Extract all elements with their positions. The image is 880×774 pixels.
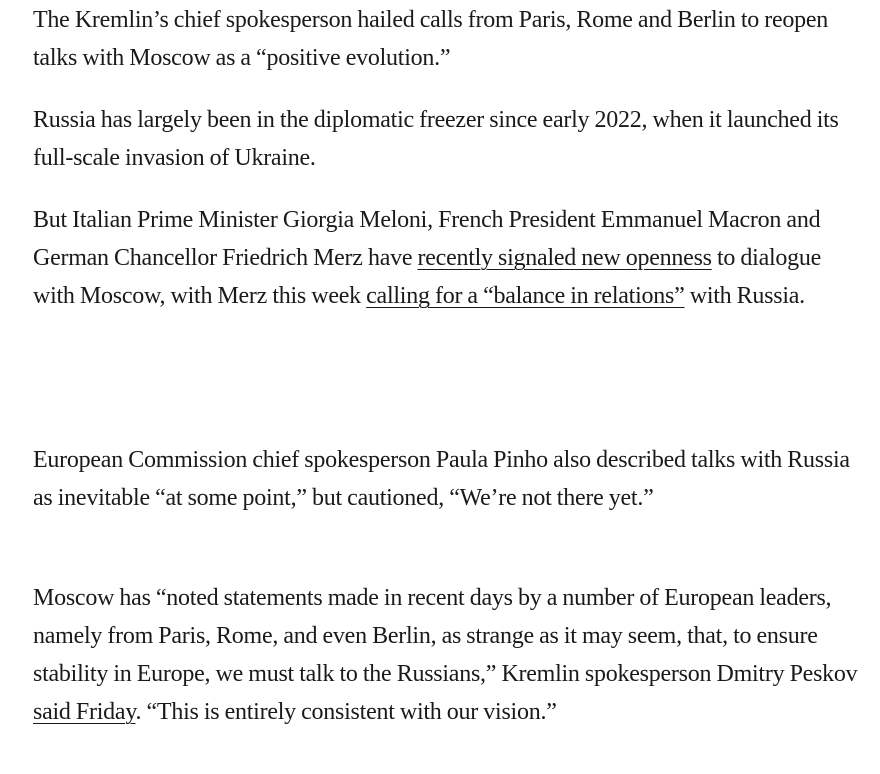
- paragraph-kremlin-spokesperson: [33, 1, 863, 77]
- paragraph-text: The Kremlin’s chief spokesperson hailed calls from Paris, Rome and Berlin to reopen talks with Moscow as a “positive evolution.”: [33, 7, 829, 71]
- paragraph-moscow-noted-statements: [33, 579, 863, 731]
- link-recently-signaled-new-openness[interactable]: recently signaled new openness: [417, 245, 712, 271]
- paragraph-text: . “This is entirely consistent with our vision.”: [135, 699, 557, 725]
- paragraph-european-leaders: [33, 201, 863, 315]
- paragraph-text: Russia has largely been in the diplomatic freezer since early 2022, when it launched its full-scale invasion of Ukraine.: [33, 107, 839, 171]
- link-said-friday[interactable]: said Friday: [33, 699, 136, 725]
- paragraph-text: But Italian Prime Minister Giorgia Meloni, French President Emmanuel Macron and German Chancellor Friedrich Merz have: [33, 207, 821, 271]
- paragraph-european-commission: [33, 441, 863, 517]
- link-balance-in-relations[interactable]: calling for a “balance in relations”: [366, 283, 685, 309]
- paragraph-text: with Russia.: [684, 283, 805, 309]
- paragraph-text: European Commission chief spokesperson Paula Pinho also described talks with Russia as inevitable “at some point,” but cautioned, “We’re not there yet.”: [33, 447, 850, 511]
- paragraph-text: Moscow has “noted statements made in recent days by a number of European leaders, namely from Paris, Rome, and even Berlin, as strange as it may seem, that, to ensure stability in Europe, we must talk to the Russians,” Kremlin spokesperson Dmitry Peskov: [33, 585, 858, 687]
- paragraph-text: to dialogue with Moscow, with Merz this week: [33, 245, 822, 309]
- paragraph-diplomatic-freezer: [33, 101, 863, 177]
